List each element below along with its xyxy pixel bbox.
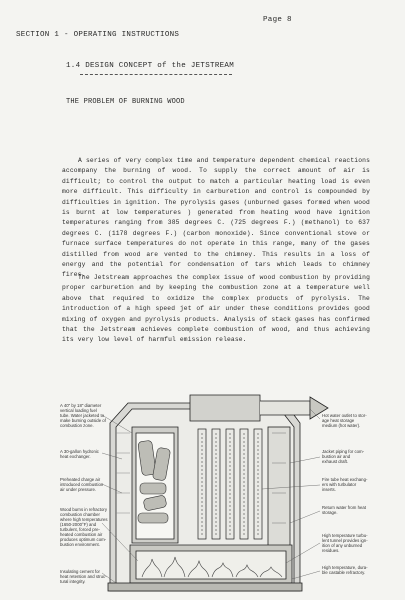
label-insulating-cement: Insulating cement for heat retention and struc- tural integrity. [60,569,107,584]
furnace-drawing [108,395,328,591]
furnace-cutaway-diagram [60,393,390,593]
label-castable-refractory: High temperature, dura- ble castable refractory. [322,565,368,575]
label-heat-exchanger: A 30-gallon hydronic heat exchanger. [60,449,99,459]
page-number: Page 8 [263,16,292,24]
label-fuel-tube: A 40" by 18" diameter vertical loading fuel tube. Water jacketed to make burning outside of combustion zone. [60,403,106,428]
label-jacket-piping: Jacket piping for com- bustion air and exhaust draft. [322,449,365,464]
section-heading: 1.4 DESIGN CONCEPT of the JETSTREAM [66,62,235,70]
subheading: THE PROBLEM OF BURNING WOOD [66,98,185,106]
label-hot-water-outlet: Hot water outlet to stor- age heat storage medium (hot water). [322,413,367,428]
right-labels [322,413,369,575]
label-fire-tube-exchangers: Fire tube heat exchang- ers with turbulator inserts. [322,477,368,492]
label-combustion-chamber: Wood burns in refractory combustion chamber where high temperatures (1650-2000°F) and turbulent, forced pre- heated combustion air produces optimum com- bustion environment. [60,507,108,547]
label-return-water: Return water from heat storage. [322,505,366,515]
left-labels [60,403,109,584]
section-title: SECTION 1 - OPERATING INSTRUCTIONS [16,31,180,39]
label-turbulent-tunnel: High temperature turbu- lent tunnel provides ign- ition of any unburned residues. [322,533,368,553]
label-preheated-air: Preheated charge air introduced combustion air under pressure. [60,477,104,492]
paragraph-jetstream: The Jetstream approaches the complex issue of wood combustion by providing proper carburetion and by keeping the combustion zone at a temperature well above that required to oxidize the complex products of pyrolysis. The introduction of a high speed jet of air under these conditions provides good mixing of oxygen and pyrolysis products. Analysis of stack gases has confirmed that the Jetstream achieves complete combustion of wood, and thus achieving its very low level of harmful emission release. [62,274,370,344]
paragraph-problem: A series of very complex time and temperature dependent chemical reactions accompany the burning of wood. To supply the correct amount of air is difficult; to control the output to match a particular heating load is even more difficult. This difficulty in carburetion and control is compounded by difficulties in ignition. The pyrolysis gases (unburned gases formed when wood is burnt at low temperatures ) generated from heating wood have ignition temperatures ranging from 385 degrees C. (725 degrees F.) (methanol) to 637 degrees C. (1178 degrees F.) (carbon monoxide). Since conventional stove or furnace surface temperatures do not operate in this range, many of the gases distilled from wood are vented to the chimney. This results in a loss of energy and the potential for condensation of tars which leads to chimney fires. [62,157,370,279]
heading-underline [80,74,232,75]
